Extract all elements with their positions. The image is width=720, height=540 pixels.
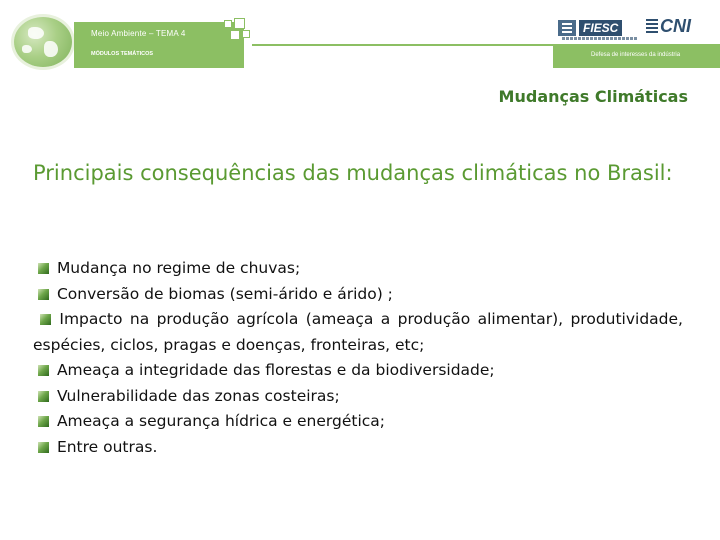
- list-item-text: Vulnerabilidade das zonas costeiras;: [56, 386, 340, 405]
- theme-subtitle: MÓDULOS TEMÁTICOS: [91, 51, 154, 57]
- bullet-icon: [38, 416, 49, 427]
- fiesc-logo: [558, 19, 640, 37]
- tagline-text: Defesa de interesses da indústria: [591, 52, 681, 58]
- bullet-icon: [40, 314, 51, 325]
- fiesc-logo-tagline: [562, 37, 638, 40]
- section-title: Mudanças Climáticas: [498, 87, 688, 106]
- cni-emblem-icon: [646, 19, 658, 33]
- fiesc-emblem-icon: [558, 20, 576, 36]
- list-item: [33, 256, 683, 282]
- slide-header: [0, 0, 720, 72]
- globe-logo-icon: [14, 17, 72, 67]
- cni-logo-text: CNI: [660, 15, 691, 36]
- list-item: [33, 409, 683, 435]
- decorative-squares-icon: [222, 18, 252, 44]
- cni-logo: [646, 15, 691, 37]
- bullet-icon: [38, 263, 49, 274]
- theme-title: Meio Ambiente – TEMA 4: [91, 29, 186, 38]
- list-item: [33, 358, 683, 384]
- list-item: [33, 282, 683, 308]
- bullet-icon: [38, 289, 49, 300]
- list-item-text: Conversão de biomas (semi-árido e árido) ;: [56, 284, 393, 303]
- list-item-text: Impacto na produção agrícola (ameaça a produção alimentar), produtividade, espécies, ciclos, pragas e doenças, fronteiras, etc;: [33, 310, 683, 354]
- list-item-text: Mudança no regime de chuvas;: [56, 259, 301, 277]
- consequences-list: [33, 256, 683, 460]
- list-item-text: Entre outras.: [56, 437, 158, 456]
- slide-heading: Principais consequências das mudanças climáticas no Brasil:: [33, 161, 673, 185]
- list-item-text: Ameaça a segurança hídrica e energética;: [56, 412, 386, 430]
- list-item: [33, 435, 683, 461]
- list-item: [33, 307, 683, 358]
- fiesc-logo-text: FIESC: [579, 20, 622, 36]
- bullet-icon: [38, 391, 49, 402]
- bullet-icon: [38, 442, 49, 453]
- bullet-icon: [38, 365, 49, 376]
- list-item-text: Ameaça a integridade das florestas e da biodiversidade;: [56, 361, 495, 379]
- list-item: [33, 384, 683, 410]
